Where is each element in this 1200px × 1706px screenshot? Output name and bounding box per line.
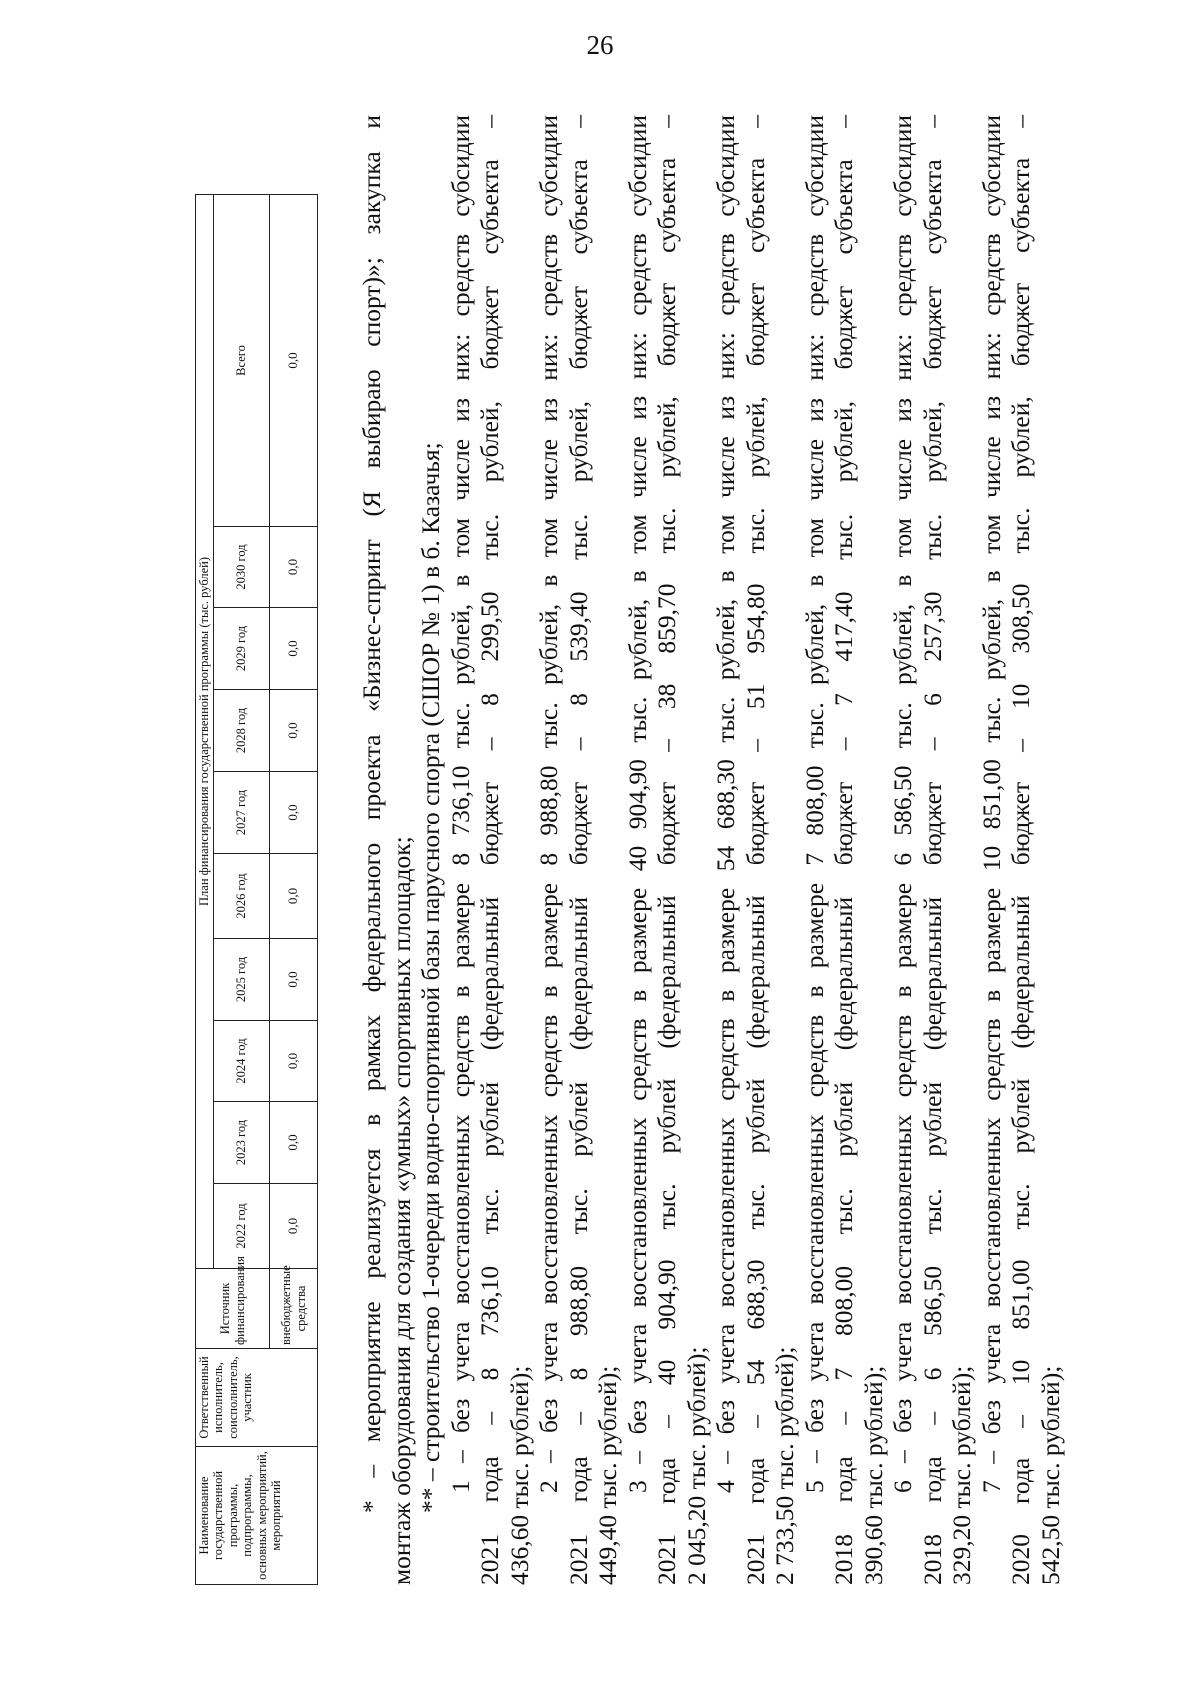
list-item: 2 – без учета восстановленных средств в размере 8 988,80 тыс. рублей, в том числе из них: средств субсидии 2021 года – 8 988,80 тыс. рублей (федеральный бюджет – 8 539,40 тыс. рублей, бюджет субъекта – 449,40 тыс. рублей); (534, 115, 622, 1585)
financing-plan-table (195, 115, 318, 1585)
header-year: 2022 год (214, 1184, 270, 1269)
header-year: 2029 год (214, 608, 270, 690)
row-value: 0,0 (270, 1184, 318, 1269)
row-value: 0,0 (270, 1102, 318, 1184)
header-total: Всего (214, 194, 270, 526)
header-year: 2030 год (214, 527, 270, 608)
row-value: 0,0 (270, 690, 318, 772)
row-value: 0,0 (270, 939, 318, 1021)
note-2: ** – строительство 1-очереди водно-спортивной базы парусного спорта (СШОР № 1) в б. Казачья; (416, 442, 445, 1513)
header-year: 2024 год (214, 1021, 270, 1102)
footnotes (357, 115, 1065, 1585)
page-number: 26 (586, 30, 614, 60)
row-value: 0,0 (270, 608, 318, 690)
header-year: 2023 год (214, 1102, 270, 1184)
header-year: 2027 год (214, 772, 270, 854)
list-item: 4 – без учета восстановленных средств в размере 54 688,30 тыс. рублей, в том числе из них: средств субсидии 2021 года – 54 688,30 тыс. рублей (федеральный бюджет – 51 954,80 тыс. рублей, бюджет субъекта – 2 733,50 тыс. рублей); (711, 115, 799, 1585)
header-name: Наименование государственной программы, подпрограммы, основных мероприятий, мероприятий (196, 1447, 318, 1585)
row-value: 0,0 (270, 772, 318, 854)
list-item: 5 – без учета восстановленных средств в размере 7 808,00 тыс. рублей, в том числе из них: средств субсидии 2018 года – 7 808,00 тыс. рублей (федеральный бюджет – 7 417,40 тыс. рублей, бюджет субъекта – 390,60 тыс. рублей); (799, 115, 888, 1585)
list-item: 3 – без учета восстановленных средств в размере 40 904,90 тыс. рублей, в том числе из них: средств субсидии 2021 года – 40 904,90 тыс. рублей (федеральный бюджет – 38 859,70 тыс. рублей, бюджет субъекта – 2 045,20 тыс. рублей); (622, 115, 711, 1585)
note-1-line1: * – мероприятие реализуется в рамках федерального проекта «Бизнес-спринт (Я выбираю спорт)»; закупка и (357, 115, 386, 1513)
header-year: 2028 год (214, 690, 270, 772)
row-source: внебюджетные средства (270, 1269, 318, 1349)
header-plan: План финансирования государственной программы (тыс. рублей) (196, 194, 214, 1268)
row-value: 0,0 (270, 1021, 318, 1102)
header-source: Источник финансирования (196, 1269, 270, 1349)
note-1-line2: монтаж оборудования для создания «умных» спортивных площадок; (386, 836, 416, 1585)
rotated-landscape-content (195, 115, 1130, 1585)
list-item: 7 – без учета восстановленных средств в размере 10 851,00 тыс. рублей, в том числе из них: средств субсидии 2020 года – 10 851,00 тыс. рублей (федеральный бюджет – 10 308,50 тыс. рублей, бюджет субъекта – 542,50 тыс. рублей); (976, 115, 1065, 1585)
header-year: 2025 год (214, 939, 270, 1021)
header-year: 2026 год (214, 854, 270, 939)
row-value: 0,0 (270, 854, 318, 939)
list-item: 6 – без учета восстановленных средств в размере 6 586,50 тыс. рублей, в том числе из них: средств субсидии 2018 года – 6 586,50 тыс. рублей (федеральный бюджет – 6 257,30 тыс. рублей, бюджет субъекта – 329,20 тыс. рублей); (888, 115, 976, 1585)
row-value: 0,0 (270, 527, 318, 608)
list-item: 1 – без учета восстановленных средств в размере 8 736,10 тыс. рублей, в том числе из них: средств субсидии 2021 года – 8 736,10 тыс. рублей (федеральный бюджет – 8 299,50 тыс. рублей, бюджет субъекта – 436,60 тыс. рублей); (445, 115, 534, 1585)
table-empty-tail (196, 115, 318, 194)
header-responsible: Ответственный исполнитель, соисполнитель, участник (196, 1349, 318, 1447)
row-total: 0,0 (270, 194, 318, 526)
